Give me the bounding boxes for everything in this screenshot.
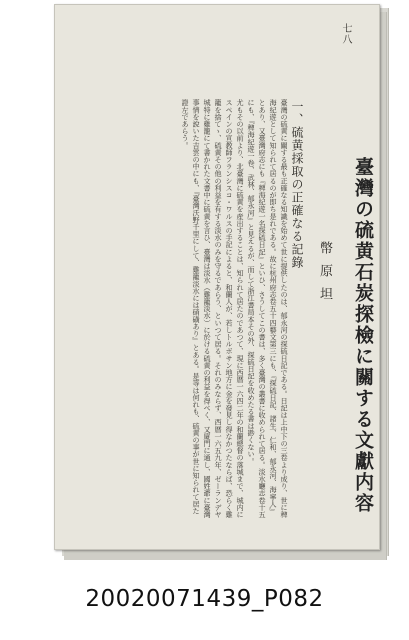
body-paragraph: 尤もその以前より、北臺灣に硫黄を産出することは、知られて居たのであつて、現に西暦一六四二年の和蘭總督の落城まで、城内にスペインの宣教師フランシスコ・ワルスの手記によると、和蘭人が、若しトルボサン地方に金を發見し得なかつたならば、恐らく雞籠を捨てゝ、硫黄その他の利益を有する淡水のみを守るであらう、といつて居る。それのみならず、西暦一六五九年、ゼーランデヤ城特に雞籠にて書かれた文書中に硫黄を言ひ、臺灣は淡水（雞籠淡水）に於ける硫黄の利益を得べく、又廈門に通し、國姓爺に臺灣事情を說いた吉雲の中にも、『臺灣沃野千里にして、雞籠淡水には硝磺あり』とある。是等は何れも、硫黄の事が世に知られて居た證左であらう。 [181, 99, 245, 518]
page-number: 七八 [340, 23, 351, 45]
body-text [95, 99, 290, 519]
document-page [54, 4, 380, 550]
article-title: 臺灣の硫黄石炭探檢に關する文獻内容 [352, 157, 374, 514]
author-name: 幣原坦 [317, 241, 332, 310]
section-heading: 一、硫黄採取の正確なる記錄 [290, 100, 304, 269]
image-caption: 20020071439_P082 [85, 586, 324, 612]
body-paragraph: 臺灣の硫黄に關する最も正確なる知識を始めて世に提供したのは、郁永河の探硫日記である。日記は上中下の三卷より成り、世に稗海紀遊として知られて居るのが即ち是れである。故に杭州府志卷五十四藝文第三にも、『探硫日記、諸生、仁和、郁永河、海寧人』とあり、又臺灣府志にも『稗海紀遊一名探硫日記』といひ、さうしてこの書は、多く臺灣の叢書に收められて居る。淡水廳志卷十五にも、『稗海紀遊一卷、武林、郁永河』と見えるが、而して浙江書局本その外、探硫日記を收めたる書は尠くない。 [247, 99, 289, 518]
